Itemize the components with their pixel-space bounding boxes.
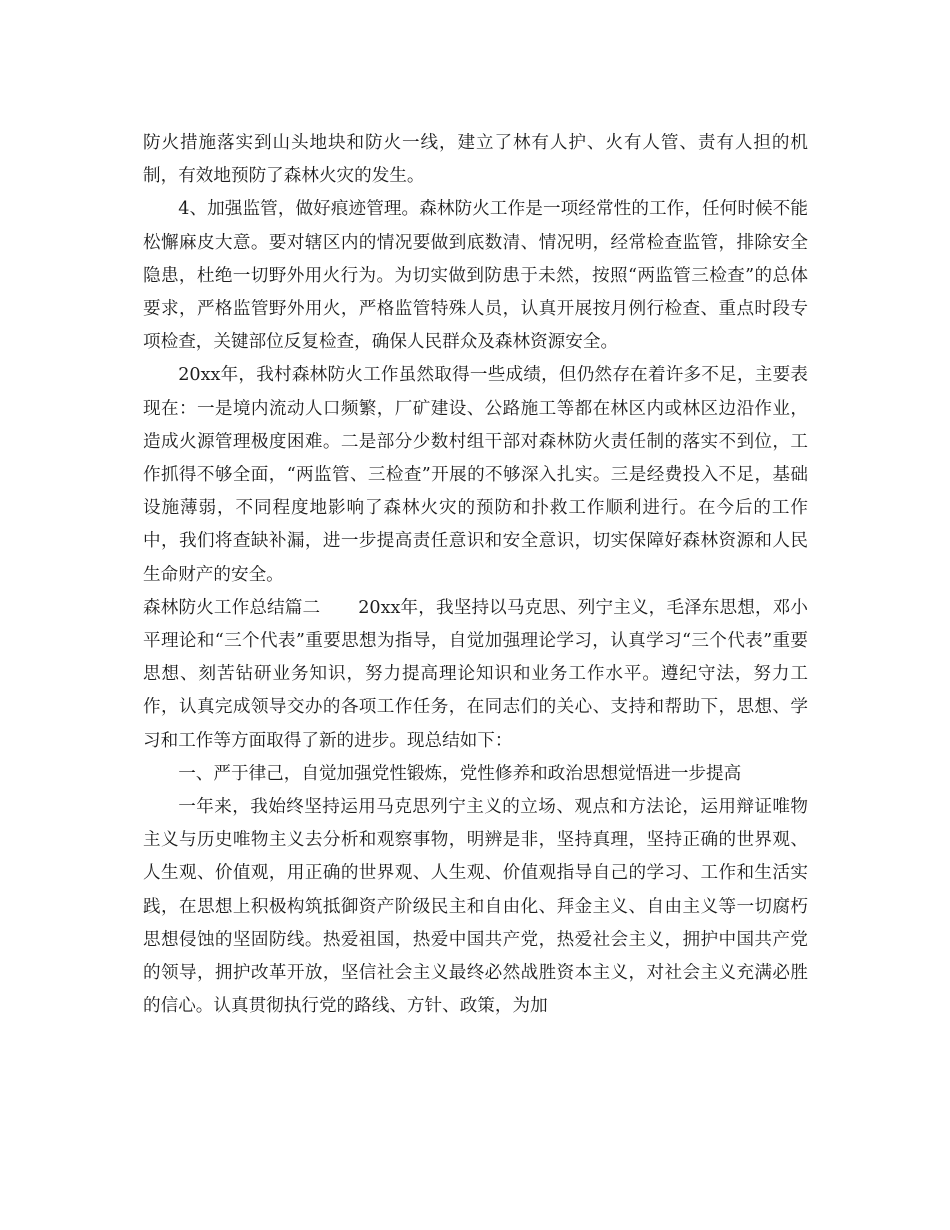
paragraph-fire-prevention-measures: 防火措施落实到山头地块和防火一线，建立了林有人护、火有人管、责有人担的机制，有效地预防了森林火灾的发生。 xyxy=(143,133,808,187)
paragraph-summary-part-two xyxy=(143,592,808,758)
paragraph-strengthen-supervision: 4、加强监管，做好痕迹管理。森林防火工作是一项经常性的工作，任何时候不能松懈麻皮大意。要对辖区内的情况要做到底数清、情况明，经常检查监管，排除安全隐患，杜绝一切野外用火行为。为切实做到防患于未然，按照“两监管三检查”的总体要求，严格监管野外用火，严格监管特殊人员，认真开展按月例行检查、重点时段专项检查，关键部位反复检查，确保人民群众及森林资源安全。 xyxy=(143,199,808,353)
section-heading: 森林防火工作总结篇二 xyxy=(143,597,321,618)
paragraph-shortcomings: 20xx年，我村森林防火工作虽然取得一些成绩，但仍然存在着许多不足，主要表现在：一是境内流动人口频繁，厂矿建设、公路施工等都在林区内或林区边沿作业，造成火源管理极度困难。二是部分少数村组干部对森林防火责任制的落实不到位，工作抓得不够全面，“两监管、三检查”开展的不够深入扎实。三是经费投入不足，基础设施薄弱，不同程度地影响了森林火灾的预防和扑救工作顺利进行。在今后的工作中，我们将查缺补漏，进一步提高责任意识和安全意识，切实保障好森林资源和人民生命财产的安全。 xyxy=(143,365,808,585)
section-intro-text: 20xx年，我坚持以马克思、列宁主义，毛泽东思想，邓小平理论和“三个代表”重要思想为指导，自觉加强理论学习，认真学习“三个代表”重要思想、刻苦钻研业务知识，努力提高理论知识和业务工作水平。遵纪守法，努力工作，认真完成领导交办的各项工作任务，在同志们的关心、支持和帮助下，思想、学习和工作等方面取得了新的进步。现总结如下： xyxy=(143,597,808,751)
subheading-self-discipline: 一、严于律己，自觉加强党性锻炼，党性修养和政治思想觉悟进一步提高 xyxy=(178,763,742,784)
paragraph-political-thought: 一年来，我始终坚持运用马克思列宁主义的立场、观点和方法论，运用辩证唯物主义与历史唯物主义去分析和观察事物，明辨是非，坚持真理，坚持正确的世界观、人生观、价值观，用正确的世界观、人生观、价值观指导自己的学习、工作和生活实践，在思想上积极构筑抵御资产阶级民主和自由化、拜金主义、自由主义等一切腐朽思想侵蚀的坚固防线。热爱祖国，热爱中国共产党，热爱社会主义，拥护中国共产党的领导，拥护改革开放，坚信社会主义最终必然战胜资本主义，对社会主义充满必胜的信心。认真贯彻执行党的路线、方针、政策，为加 xyxy=(143,797,808,1017)
document-body xyxy=(143,127,808,1023)
